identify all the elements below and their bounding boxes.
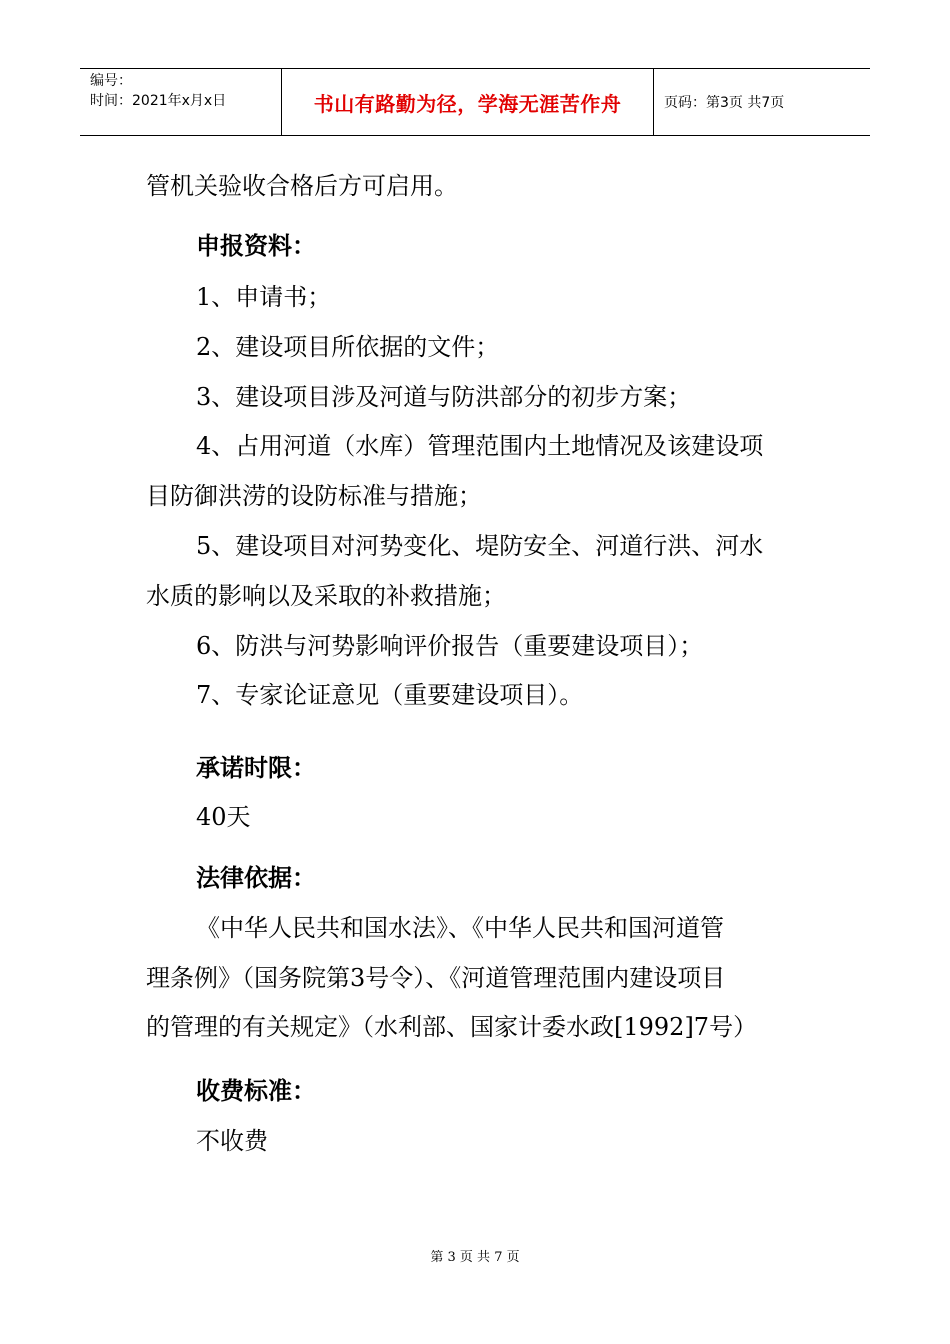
header-page-info: 页码：第3页 共7页 xyxy=(664,95,785,111)
number-label: 编号： xyxy=(90,73,132,89)
material-item-7: 7、专家论证意见（重要建设项目）。 xyxy=(196,681,584,709)
material-item-5: 5、建设项目对河势变化、堤防安全、河道行洪、河水 xyxy=(196,532,764,560)
legal-heading: 法律依据： xyxy=(196,864,316,892)
legal-line-3: 的管理的有关规定》（水利部、国家计委水政[1992]7号） xyxy=(146,1013,758,1041)
material-item-2: 2、建设项目所依据的文件； xyxy=(196,333,500,361)
legal-line-1: 《中华人民共和国水法》、《中华人民共和国河道管 xyxy=(196,914,724,942)
legal-line-2: 理条例》（国务院第3号令）、《河道管理范围内建设项目 xyxy=(146,964,726,992)
material-item-1: 1、申请书； xyxy=(196,283,332,311)
header-meta xyxy=(80,69,282,135)
continuation-text: 管机关验收合格后方可启用。 xyxy=(146,172,458,200)
fee-value: 不收费 xyxy=(196,1127,268,1155)
materials-heading: 申报资料： xyxy=(196,232,316,260)
time-limit-value: 40天 xyxy=(196,803,251,831)
time-limit-heading: 承诺时限： xyxy=(196,754,316,782)
material-item-4: 4、占用河道（水库）管理范围内土地情况及该建设项 xyxy=(196,432,764,460)
material-item-3: 3、建设项目涉及河道与防洪部分的初步方案； xyxy=(196,383,692,411)
material-item-4-cont: 目防御洪涝的设防标准与措施； xyxy=(146,482,482,510)
header-motto: 书山有路勤为径，学海无涯苦作舟 xyxy=(282,69,654,135)
time-label: 时间：2021年x月x日 xyxy=(90,93,227,109)
document-header xyxy=(80,68,870,136)
material-item-5-cont: 水质的影响以及采取的补救措施； xyxy=(146,582,506,610)
material-item-6: 6、防洪与河势影响评价报告（重要建设项目）； xyxy=(196,632,704,660)
page-footer: 第 3 页 共 7 页 xyxy=(430,1250,520,1265)
fee-heading: 收费标准： xyxy=(196,1077,316,1105)
